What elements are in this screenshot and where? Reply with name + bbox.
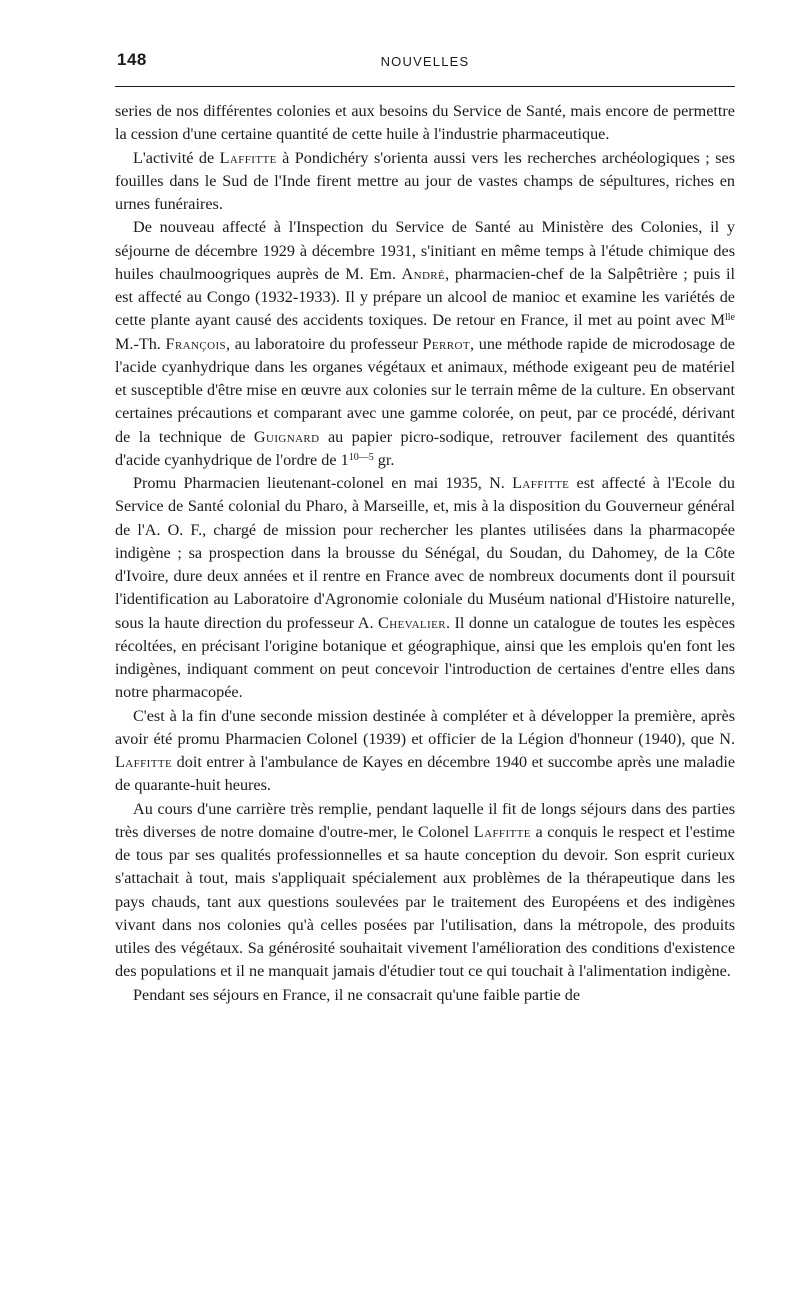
superscript: lle — [725, 312, 735, 324]
person-name: Laffitte — [219, 148, 277, 167]
paragraph-5: C'est à la fin d'une seconde mission destinée à compléter et à développer la première, après avoir été promu Pharmacien Colonel (1939) et officier de la Légion d'honneur (1940), que N. Laffitte doit entrer à l'ambulance de Kayes en décembre 1940 et succombe après une maladie de quarante-huit heures. — [115, 706, 735, 795]
person-name: Guignard — [253, 427, 320, 446]
header-rule — [115, 86, 735, 87]
person-name: Chevalier — [378, 613, 446, 632]
person-name: Laffitte — [512, 474, 570, 492]
paragraph-1: series de nos différentes colonies et aux besoins du Service de Santé, mais encore de permettre la cession d'une certaine quantité de cette huile à l'industrie pharmaceutique. — [115, 102, 735, 144]
paragraph-4: Promu Pharmacien lieutenant-colonel en mai 1935, N. Laffitte est affecté à l'Ecole du Service de Santé colonial du Pharo, à Marseille, et, mis à la disposition du Gouverneur général de l'A. O. F., chargé de mission pour rechercher les plantes utilisées dans la pharmacopée indigène ; sa prospection dans la brousse du Sénégal, du Soudan, du Dahomey, de la Côte d'Ivoire, dure deux années et il rentre en France avec de nombreux documents dont il poursuit l'identification au Laboratoire d'Agronomie coloniale du Muséum national d'Histoire naturelle, sous la haute direction du professeur A. Chevalier. Il donne un catalogue de toutes les espèces récoltées, en précisant l'origine botanique et géographique, ainsi que les emplois qu'en font les indigènes, indiquant comment on peut concevoir l'introduction de certaines d'entre elles dans notre pharmacopée. — [115, 474, 735, 702]
body-text — [115, 100, 735, 1007]
person-name: André — [401, 264, 446, 283]
paragraph-6: Au cours d'une carrière très remplie, pendant laquelle il fit de longs séjours dans des parties très diverses de notre domaine d'outre-mer, le Colonel Laffitte a conquis le respect et l'estime de tous par ses qualités professionnelles et sa haute conception du devoir. Son esprit curieux s'attachait à tout, mais s'appliquait spécialement aux problèmes de la thérapeutique dans les pays chauds, tant aux questions soulevées par le traitement des Européens et des indigènes vivant dans nos colonies qu'à celles posées par l'utilisation, dans la métropole, des produits utiles des végétaux. Sa générosité souhaitait vivement l'amélioration des conditions d'existence des populations et il ne manquait jamais d'étudier tout ce qui touchait à l'alimentation indigène. — [115, 799, 735, 981]
person-name: Laffitte — [115, 753, 173, 771]
paragraph-7: Pendant ses séjours en France, il ne consacrait qu'une faible partie de — [133, 985, 581, 1004]
superscript: 10—5 — [348, 451, 374, 463]
person-name: Perrot — [422, 334, 470, 353]
paragraph-3: De nouveau affecté à l'Inspection du Service de Santé au Ministère des Colonies, il y séjourne de décembre 1929 à décembre 1931, s'initiant en même temps à l'étude chimique des huiles chaulmoogriques auprès de M. Em. André, pharmacien-chef de la Salpêtrière ; puis il est affecté au Congo (1932-1933). Il y prépare un alcool de manioc et examine les variétés de cette plante ayant causé des accidents toxiques. De retour en France, il met au point avec $M^{lle}$ M.-Th. François, au laboratoire du professeur Perrot, une méthode rapide de microdosage de l'acide cyanhydrique dans les organes végétaux et animaux, méthode exigeant peu de matériel et susceptible d'être mise en œuvre aux colonies sur le terrain même de la culture. En observant certaines précautions et comparant avec une gamme colorée, on peut, par ce procédé, dérivant de la technique de Guignard au papier picro-sodique, retrouver facilement des quantités d'acide cyanhydrique de l'ordre de $1^{10—5}$ gr. — [115, 218, 735, 469]
person-name: Laffitte — [473, 822, 531, 841]
running-title: NOUVELLES — [380, 54, 470, 69]
page-number: 148 — [117, 50, 147, 69]
person-name: François — [165, 334, 227, 353]
page-header — [115, 50, 735, 74]
paragraph-2: L'activité de Laffitte à Pondichéry s'orienta aussi vers les recherches archéologiques ; ses fouilles dans le Sud de l'Inde firent mettre au jour de vastes champs de sépultures, riches en urnes funéraires. — [115, 148, 735, 213]
